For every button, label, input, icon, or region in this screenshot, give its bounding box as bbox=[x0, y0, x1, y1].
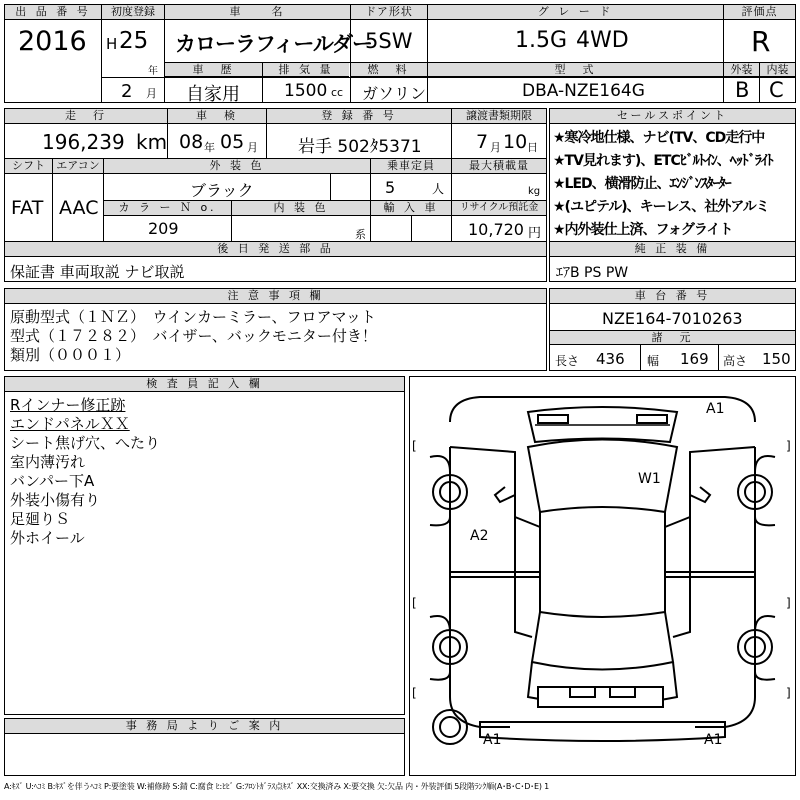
inspector-label: 検 査 員 記 入 欄 bbox=[5, 377, 404, 392]
recycle-label: リサイクル預託金 bbox=[451, 201, 546, 216]
color-no-label: カ ラ ー Ｎ o. bbox=[104, 201, 231, 216]
sales-point-2: ★TV見れます)、ETCﾋﾞﾙﾄｲﾝ、ﾍｯﾄﾞﾗｲﾄ bbox=[553, 153, 773, 169]
dims-label: 諸 元 bbox=[550, 331, 795, 345]
displacement-label: 排 気 量 bbox=[263, 63, 349, 77]
sales-point-4: ★(ユピテル)、キーレス、社外アルミ bbox=[553, 199, 769, 215]
roof bbox=[540, 512, 665, 617]
mileage-unit: km bbox=[136, 130, 168, 154]
mark-a1-rear-right: A1 bbox=[704, 732, 723, 748]
length: 436 bbox=[596, 350, 625, 368]
first-reg-month: 2 bbox=[121, 81, 133, 102]
equipment-label: 純 正 装 備 bbox=[550, 242, 795, 257]
model-name: カローラフィールダー bbox=[175, 32, 373, 56]
door-type: 5SW bbox=[365, 29, 413, 53]
score: R bbox=[751, 25, 771, 58]
inspector-line-6: 外装小傷有り bbox=[10, 491, 101, 509]
equipment: ｴｱB PS PW bbox=[556, 265, 629, 281]
int-label: 内装 bbox=[759, 63, 795, 77]
chassis-number: NZE164-7010263 bbox=[602, 309, 743, 328]
mirror-right bbox=[690, 487, 710, 502]
first-reg-year: 25 bbox=[119, 28, 149, 54]
office-label: 事 務 局 よ り ご 案 内 bbox=[5, 719, 404, 734]
car-diagram bbox=[410, 377, 795, 775]
grade-label: グ レ ー ド bbox=[428, 5, 723, 20]
mileage-label: 走 行 bbox=[5, 109, 167, 124]
inspector-line-8: 外ホイール bbox=[10, 529, 85, 547]
bracket-mid-right: ] bbox=[786, 596, 791, 610]
spare-wheel-hub bbox=[440, 717, 460, 737]
sales-point-1: ★寒冷地仕様、ナビ(TV、CD走行中 bbox=[553, 130, 765, 146]
front-light-right bbox=[637, 415, 667, 423]
width: 169 bbox=[680, 350, 709, 368]
ext-label: 外装 bbox=[724, 63, 759, 77]
import-label: 輸 入 車 bbox=[370, 201, 451, 216]
height-label: 高さ bbox=[723, 354, 748, 368]
width-label: 幅 bbox=[647, 354, 660, 368]
later-parts: 保証書 車両取説 ナビ取説 bbox=[10, 263, 185, 281]
mark-w1: W1 bbox=[638, 471, 661, 487]
recycle-fee: 10,720 bbox=[468, 220, 524, 239]
bracket-front-left: [ bbox=[412, 439, 417, 453]
spare-wheel bbox=[433, 710, 467, 744]
inspection-label: 車 検 bbox=[167, 109, 266, 124]
model-label: 車 名 bbox=[165, 5, 350, 20]
history-label: 車 歴 bbox=[165, 63, 262, 77]
sales-point-5: ★内外装仕上済、フォグライト bbox=[553, 222, 733, 238]
inspection-month: 05 bbox=[220, 131, 245, 153]
rear-window bbox=[532, 612, 673, 670]
color-number: 209 bbox=[148, 219, 179, 238]
type-label: 型 式 bbox=[428, 63, 723, 77]
ac-label: エアコン bbox=[52, 159, 103, 174]
inspection-year: 08 bbox=[179, 131, 204, 153]
fuel: ガソリン bbox=[362, 84, 427, 103]
notes-line-3: 類別（０００１） bbox=[10, 346, 131, 364]
transfer-day: 10 bbox=[503, 131, 528, 153]
rear-plate bbox=[538, 687, 663, 707]
notes-line-2: 型式（１７２８２） バイザー、バックモニター付き！ bbox=[10, 327, 377, 345]
max-load-label: 最大積載量 bbox=[451, 159, 546, 174]
insp-year-unit: 年 bbox=[204, 141, 215, 154]
shift-label: シフト bbox=[5, 159, 52, 174]
notes-label: 注 意 事 項 欄 bbox=[5, 289, 546, 304]
displacement-unit: cc bbox=[331, 86, 344, 99]
inspector-line-2: エンドパネルＸＸ bbox=[10, 415, 130, 433]
sales-point-3: ★LED、横滑防止、ｴﾝｼﾞﾝｽﾀｰﾀｰ bbox=[553, 176, 731, 192]
capacity-unit: 人 bbox=[432, 182, 445, 196]
inspector-line-5: バンパー下A bbox=[10, 472, 95, 490]
mark-a2: A2 bbox=[470, 528, 489, 544]
insp-month-unit: 月 bbox=[247, 141, 258, 154]
legend: A:ｷｽﾞ U:ﾍｺﾐ B:ｷｽﾞを伴うﾍｺﾐ P:要塗装 W:補修跡 S:錆 C:腐食 ﾋ:ﾋﾋﾞ G:ﾌﾛﾝﾄｶﾞﾗｽ点ｷｽﾞ XX:交換済み X:要交換 欠:欠品 内・外装評価 5段階ﾗﾝｸ順(A･B･C･D･E) 1 bbox=[4, 782, 549, 791]
capacity-label: 乗車定員 bbox=[370, 159, 451, 174]
max-load-unit: kg bbox=[528, 186, 541, 197]
mark-a1-rear-left: A1 bbox=[483, 732, 502, 748]
inspector-line-1: Rインナー修正跡 bbox=[10, 396, 126, 414]
plate-number: 岩手 502ﾀ5371 bbox=[298, 137, 422, 157]
transfer-label: 譲渡書類期限 bbox=[451, 109, 546, 124]
recycle-unit: 円 bbox=[528, 226, 542, 241]
mark-a1-front: A1 bbox=[706, 401, 725, 417]
interior-color-label: 内 装 色 bbox=[231, 201, 370, 216]
later-parts-label: 後 日 発 送 部 品 bbox=[5, 242, 546, 257]
exterior-color: ブラック bbox=[190, 181, 254, 200]
fuel-label: 燃 料 bbox=[350, 63, 427, 77]
history: 自家用 bbox=[186, 84, 240, 105]
tail-light-right bbox=[610, 687, 635, 697]
inspector-line-4: 室内薄汚れ bbox=[10, 453, 86, 471]
bracket-front-right: ] bbox=[786, 439, 791, 453]
month-unit: 月 bbox=[146, 87, 157, 100]
mirror-left bbox=[495, 487, 515, 502]
ext-grade: B bbox=[735, 78, 750, 102]
length-label: 長さ bbox=[555, 354, 580, 368]
shift: FAT bbox=[11, 197, 44, 219]
bracket-rear-left: [ bbox=[412, 686, 417, 700]
exterior-color-label: 外 装 色 bbox=[103, 159, 370, 174]
plate-label: 登 録 番 号 bbox=[266, 109, 451, 124]
lot-label: 出 品 番 号 bbox=[5, 5, 101, 20]
inspector-line-3: シート焦げ穴、へたり bbox=[10, 434, 161, 452]
door-label: ドア形状 bbox=[351, 5, 427, 20]
mileage: 196,239 bbox=[42, 130, 125, 154]
bracket-rear-right: ] bbox=[786, 686, 791, 700]
inspector-line-7: 足廻りＳ bbox=[10, 510, 71, 528]
transfer-month: 7 bbox=[476, 131, 489, 153]
grade: 1.5G 4WD bbox=[515, 28, 629, 53]
tail-light-left bbox=[570, 687, 595, 697]
height: 150 bbox=[762, 350, 791, 368]
chassis-label: 車 台 番 号 bbox=[550, 289, 795, 304]
sales-points-label: セールスポイント bbox=[550, 109, 795, 124]
notes-line-1: 原動型式（１ＮＺ） ウインカーミラー、フロアマット bbox=[10, 308, 376, 326]
lot-number: 2016 bbox=[18, 26, 87, 57]
transfer-day-unit: 日 bbox=[527, 141, 538, 154]
capacity: 5 bbox=[385, 178, 396, 197]
air-conditioner: AAC bbox=[59, 197, 99, 219]
rear-bumper bbox=[480, 722, 725, 741]
transfer-month-unit: 月 bbox=[490, 141, 501, 154]
model-type: DBA-NZE164G bbox=[522, 81, 645, 101]
displacement: 1500 bbox=[284, 81, 328, 101]
bracket-mid-left: [ bbox=[412, 596, 417, 610]
era: H bbox=[106, 35, 118, 53]
score-label: 評価点 bbox=[724, 5, 795, 20]
int-grade: C bbox=[769, 78, 784, 102]
front-light-left bbox=[538, 415, 568, 423]
interior-unit: 系 bbox=[355, 228, 366, 241]
first-reg-label: 初度登録 bbox=[102, 5, 164, 20]
year-unit: 年 bbox=[148, 66, 158, 77]
